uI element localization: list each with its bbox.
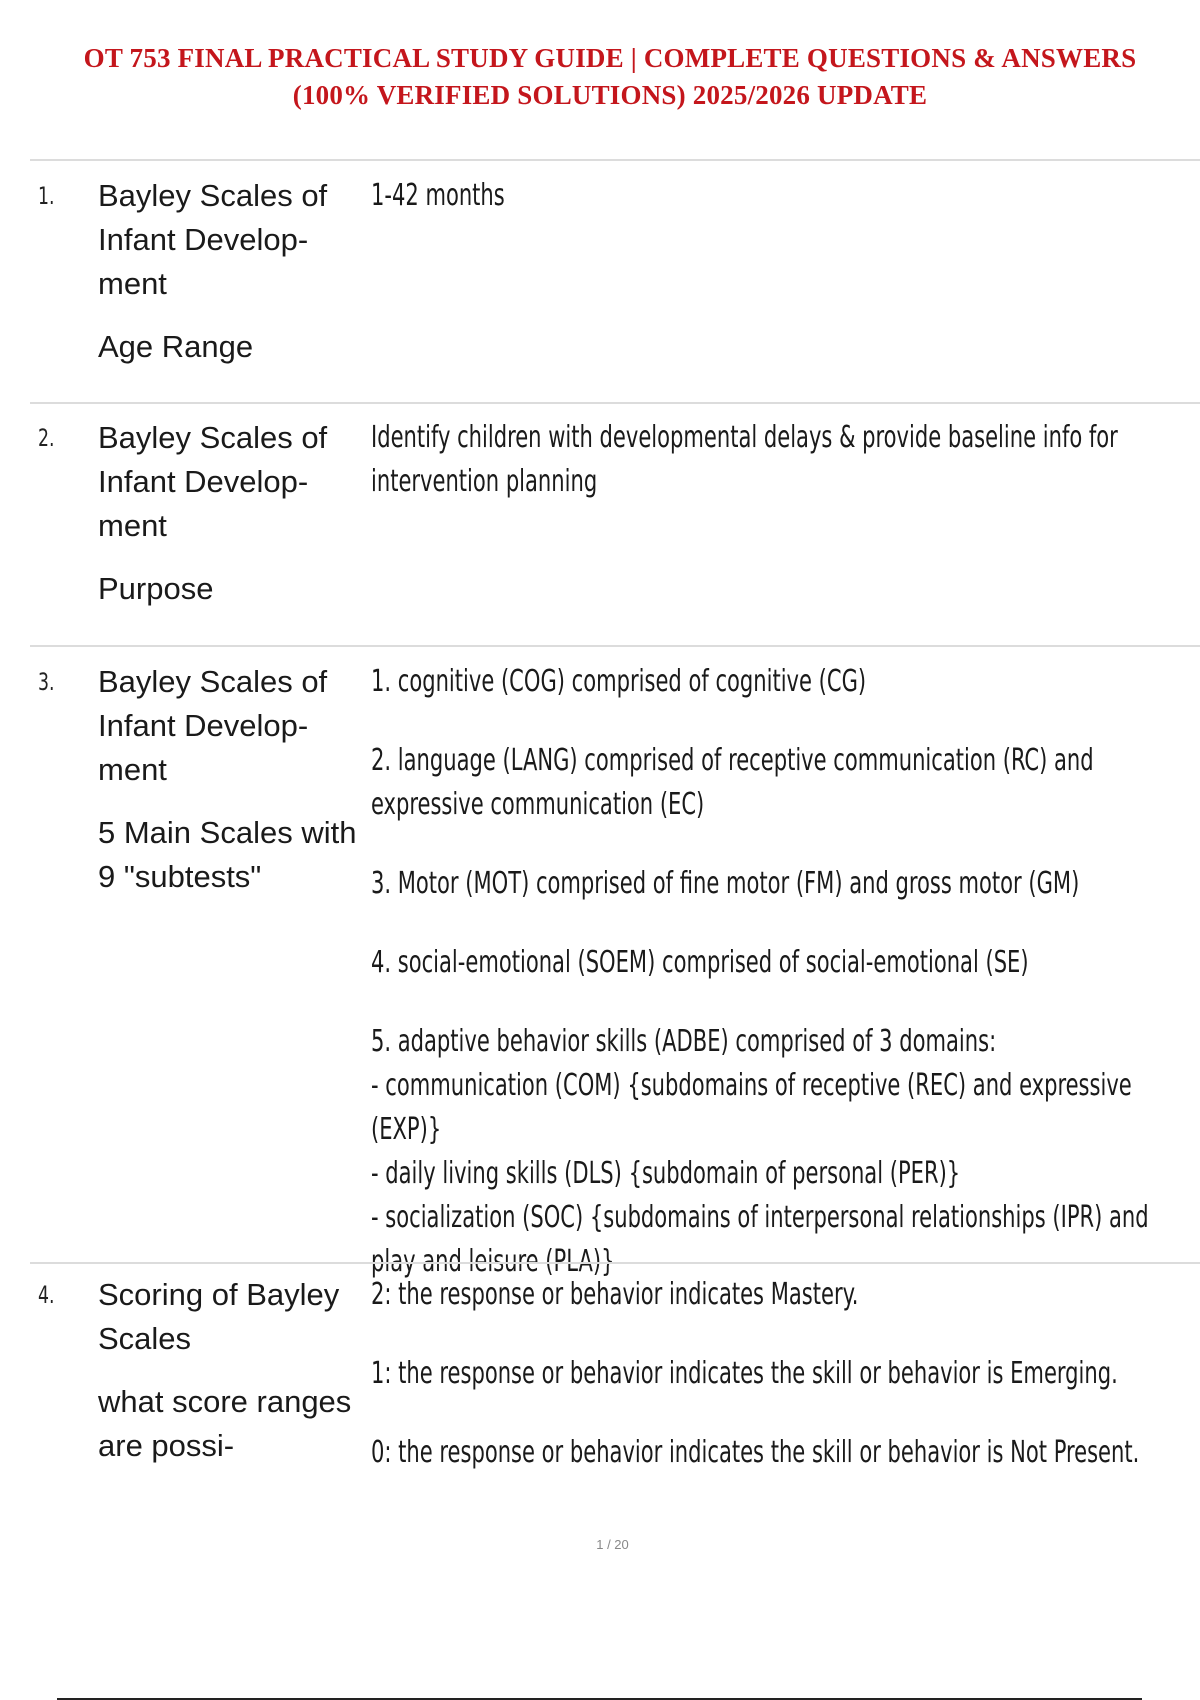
question-subtext: what score ranges are possi- xyxy=(98,1384,352,1463)
title-line-2: (100% VERIFIED SOLUTIONS) 2025/2026 UPDATE xyxy=(292,80,928,110)
question-text: Bayley Scales of Infant Develop- ment xyxy=(98,420,328,543)
page-number: 1 / 20 xyxy=(596,1537,629,1552)
item-number: 3. xyxy=(38,668,55,696)
answer-line: 1: the response or behavior indicates the skill or behavior is Emerging. xyxy=(371,1356,1118,1391)
question-term xyxy=(98,174,366,369)
answer-text: 1-42 months xyxy=(371,178,505,213)
answer-line: - socialization (SOC) {subdomains of interpersonal relationships (IPR) and play and leisure (PLA)} xyxy=(371,1200,1149,1279)
answer-line: 4. social-emotional (SOEM) comprised of social-emotional (SE) xyxy=(371,945,1029,980)
row-divider xyxy=(30,159,1200,161)
question-term xyxy=(98,416,366,611)
question-text: Scoring of Bayley Scales xyxy=(98,1277,340,1356)
question-text: Bayley Scales of Infant Develop- ment xyxy=(98,664,328,787)
answer-line: - daily living skills (DLS) {subdomain of personal (PER)} xyxy=(371,1156,961,1191)
document-title xyxy=(40,40,1180,114)
answer-text: Identify children with developmental delays & provide baseline info for intervention planning xyxy=(371,420,1118,499)
answer-definition xyxy=(371,660,1191,1284)
answer-line: 0: the response or behavior indicates the skill or behavior is Not Present. xyxy=(371,1435,1140,1470)
answer-line: 2. language (LANG) comprised of receptive communication (RC) and expressive communication (EC) xyxy=(371,743,1094,822)
question-text: Bayley Scales of Infant Develop- ment xyxy=(98,178,328,301)
answer-definition xyxy=(371,416,1191,504)
question-subtext: 5 Main Scales with 9 "subtests" xyxy=(98,815,357,894)
row-divider xyxy=(30,645,1200,647)
item-number: 2. xyxy=(38,424,55,452)
row-divider xyxy=(30,1262,1200,1264)
question-subtext: Age Range xyxy=(98,329,254,364)
title-line-1: OT 753 FINAL PRACTICAL STUDY GUIDE | COMPLETE QUESTIONS & ANSWERS xyxy=(83,43,1137,73)
question-term xyxy=(98,1273,366,1468)
row-divider xyxy=(30,402,1200,404)
answer-line: 5. adaptive behavior skills (ADBE) comprised of 3 domains: xyxy=(371,1024,997,1059)
answer-line: 2: the response or behavior indicates Mastery. xyxy=(371,1277,859,1312)
answer-definition xyxy=(371,174,1191,218)
item-number: 4. xyxy=(38,1281,55,1309)
answer-line: 1. cognitive (COG) comprised of cognitive (CG) xyxy=(371,664,867,699)
question-term xyxy=(98,660,366,899)
answer-line: - communication (COM) {subdomains of receptive (REC) and expressive (EXP)} xyxy=(371,1068,1132,1147)
question-subtext: Purpose xyxy=(98,571,214,606)
answer-line: 3. Motor (MOT) comprised of fine motor (FM) and gross motor (GM) xyxy=(371,866,1080,901)
answer-definition xyxy=(371,1273,1191,1475)
item-number: 1. xyxy=(38,182,55,210)
